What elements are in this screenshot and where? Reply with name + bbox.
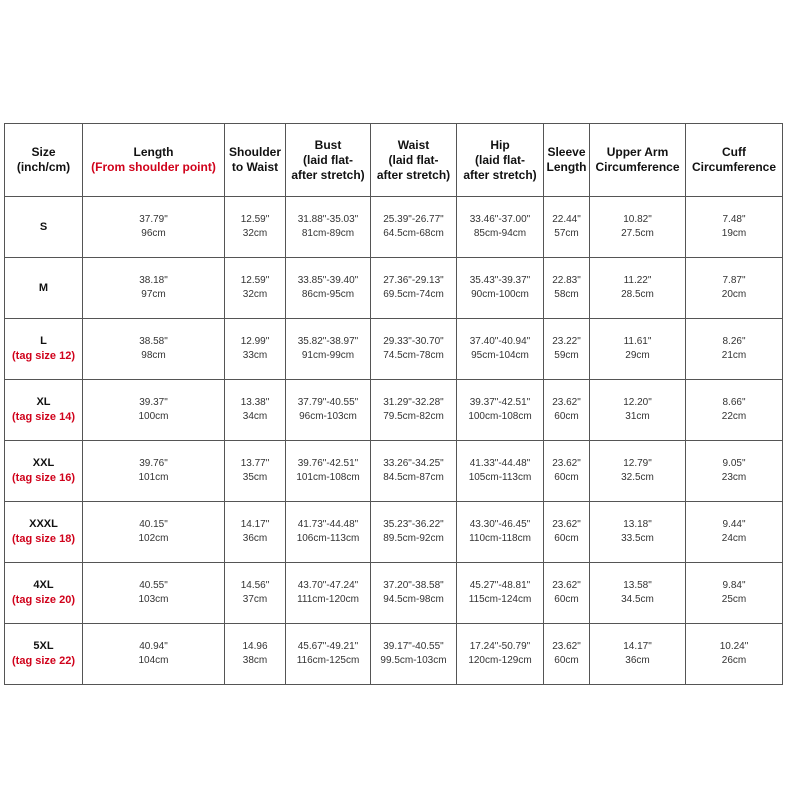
cell-length — [83, 563, 225, 624]
cell-upper-arm — [590, 624, 686, 685]
value-inch: 31.29"-32.28" — [383, 397, 444, 408]
cell-waist — [371, 258, 457, 319]
cell-cuff — [686, 197, 783, 258]
cell-waist — [371, 502, 457, 563]
table-row — [5, 319, 783, 380]
value-cm: 59cm — [554, 350, 579, 361]
value-inch: 22.44" — [552, 214, 581, 225]
value-inch: 10.24" — [719, 641, 749, 652]
value-cm: 111cm-120cm — [297, 594, 359, 605]
cell-upper-arm — [590, 258, 686, 319]
value-inch: 7.87" — [722, 275, 746, 286]
cell-cuff — [686, 380, 783, 441]
size-cell — [5, 624, 83, 685]
value-inch: 45.67"-49.21" — [297, 641, 359, 652]
value-inch: 17.24"-50.79" — [469, 641, 531, 652]
value-cm: 102cm — [138, 533, 169, 544]
value-inch: 22.83" — [552, 275, 581, 286]
value-inch: 38.58" — [139, 336, 168, 347]
value-inch: 40.94" — [139, 641, 168, 652]
value-inch: 29.33"-30.70" — [383, 336, 444, 347]
cell-cuff — [686, 258, 783, 319]
value-inch: 37.40"-40.94" — [469, 336, 531, 347]
value-inch: 13.77" — [240, 458, 270, 469]
value-inch: 7.48" — [722, 214, 746, 225]
header-length: Length (From shoulder point) — [83, 124, 225, 197]
value-inch: 23.22" — [552, 336, 581, 347]
value-cm: 79.5cm-82cm — [383, 411, 444, 422]
value-inch: 39.17"-40.55" — [383, 641, 444, 652]
cell-upper-arm — [590, 441, 686, 502]
cell-sleeve — [544, 197, 590, 258]
value-cm: 85cm-94cm — [473, 228, 527, 239]
value-cm: 24cm — [721, 533, 747, 544]
value-inch: 33.46"-37.00" — [469, 214, 531, 225]
value-inch: 14.17" — [240, 519, 270, 530]
value-inch: 9.84" — [722, 580, 746, 591]
value-cm: 37cm — [242, 594, 268, 605]
value-cm: 60cm — [554, 472, 579, 483]
value-inch: 8.26" — [722, 336, 746, 347]
cell-bust — [286, 319, 371, 380]
size-cell — [5, 502, 83, 563]
value-cm: 98cm — [141, 350, 166, 361]
value-inch: 35.23"-36.22" — [383, 519, 444, 530]
tag-size-label: (tag size 16) — [12, 472, 75, 484]
value-inch: 11.61" — [623, 336, 652, 347]
value-cm: 35cm — [242, 472, 268, 483]
value-inch: 37.79" — [139, 214, 168, 225]
header-waist: Waist (laid flat- after stretch) — [371, 124, 457, 197]
cell-upper-arm — [590, 502, 686, 563]
header-size: Size (inch/cm) — [5, 124, 83, 197]
size-cell — [5, 197, 83, 258]
value-inch: 23.62" — [552, 580, 581, 591]
value-cm: 96cm-103cm — [299, 411, 357, 422]
value-cm: 25cm — [721, 594, 747, 605]
size-chart-table — [4, 123, 783, 685]
value-cm: 101cm — [138, 472, 169, 483]
tag-size-label: (tag size 22) — [12, 655, 75, 667]
cell-length — [83, 197, 225, 258]
table-row — [5, 502, 783, 563]
value-inch: 40.55" — [139, 580, 168, 591]
size-cell — [5, 380, 83, 441]
size-label: XXXL — [29, 518, 58, 530]
value-inch: 39.37"-42.51" — [469, 397, 531, 408]
value-inch: 13.38" — [240, 397, 270, 408]
value-inch: 23.62" — [552, 397, 581, 408]
value-inch: 25.39"-26.77" — [383, 214, 444, 225]
value-cm: 115cm-124cm — [468, 594, 532, 605]
header-hip: Hip (laid flat- after stretch) — [457, 124, 544, 197]
value-inch: 41.73"-44.48" — [297, 519, 359, 530]
cell-hip — [457, 319, 544, 380]
cell-sleeve — [544, 502, 590, 563]
value-cm: 84.5cm-87cm — [383, 472, 444, 483]
value-inch: 8.66" — [722, 397, 746, 408]
cell-length — [83, 624, 225, 685]
cell-length — [83, 441, 225, 502]
cell-cuff — [686, 319, 783, 380]
value-cm: 32cm — [242, 228, 268, 239]
value-inch: 41.33"-44.48" — [469, 458, 531, 469]
cell-shoulder — [225, 197, 286, 258]
table-row — [5, 563, 783, 624]
value-cm: 19cm — [721, 228, 747, 239]
value-inch: 12.99" — [240, 336, 270, 347]
value-inch: 37.20"-38.58" — [383, 580, 444, 591]
size-cell — [5, 441, 83, 502]
header-sleeve-length: Sleeve Length — [544, 124, 590, 197]
value-inch: 11.22" — [623, 275, 652, 286]
value-cm: 97cm — [141, 289, 166, 300]
value-cm: 69.5cm-74cm — [383, 289, 444, 300]
value-cm: 21cm — [721, 350, 747, 361]
value-inch: 33.85"-39.40" — [297, 275, 359, 286]
value-inch: 35.82"-38.97" — [297, 336, 359, 347]
cell-sleeve — [544, 319, 590, 380]
tag-size-label: (tag size 18) — [12, 533, 75, 545]
value-inch: 27.36"-29.13" — [383, 275, 444, 286]
value-cm: 22cm — [721, 411, 747, 422]
cell-hip — [457, 197, 544, 258]
value-inch: 12.59" — [240, 275, 270, 286]
cell-shoulder — [225, 563, 286, 624]
cell-hip — [457, 563, 544, 624]
value-cm: 33.5cm — [621, 533, 654, 544]
value-inch: 12.20" — [623, 397, 652, 408]
value-inch: 9.44" — [722, 519, 746, 530]
value-inch: 9.05" — [722, 458, 746, 469]
value-cm: 81cm-89cm — [301, 228, 355, 239]
value-cm: 31cm — [625, 411, 650, 422]
cell-length — [83, 258, 225, 319]
value-inch: 45.27"-48.81" — [469, 580, 531, 591]
cell-bust — [286, 624, 371, 685]
value-inch: 37.79"-40.55" — [297, 397, 359, 408]
value-cm: 89.5cm-92cm — [383, 533, 444, 544]
value-cm: 60cm — [554, 533, 579, 544]
cell-waist — [371, 441, 457, 502]
cell-sleeve — [544, 624, 590, 685]
value-cm: 95cm-104cm — [471, 350, 529, 361]
value-cm: 100cm-108cm — [468, 411, 532, 422]
value-cm: 34cm — [242, 411, 268, 422]
value-inch: 14.56" — [240, 580, 270, 591]
value-cm: 60cm — [554, 655, 579, 666]
cell-upper-arm — [590, 319, 686, 380]
value-cm: 60cm — [554, 411, 579, 422]
header-shoulder-to-waist: Shoulder to Waist — [225, 124, 286, 197]
table-body — [5, 197, 783, 685]
size-cell — [5, 563, 83, 624]
cell-cuff — [686, 502, 783, 563]
value-cm: 57cm — [554, 228, 579, 239]
value-cm: 58cm — [554, 289, 579, 300]
value-inch: 31.88"-35.03" — [297, 214, 359, 225]
size-label: L — [40, 335, 47, 347]
cell-waist — [371, 380, 457, 441]
value-inch: 13.18" — [623, 519, 652, 530]
value-inch: 39.37" — [139, 397, 168, 408]
tag-size-label: (tag size 20) — [12, 594, 75, 606]
value-cm: 34.5cm — [621, 594, 654, 605]
cell-shoulder — [225, 502, 286, 563]
cell-sleeve — [544, 563, 590, 624]
cell-waist — [371, 563, 457, 624]
size-cell — [5, 258, 83, 319]
cell-sleeve — [544, 441, 590, 502]
cell-shoulder — [225, 380, 286, 441]
cell-shoulder — [225, 258, 286, 319]
value-inch: 35.43"-39.37" — [469, 275, 531, 286]
table-row — [5, 258, 783, 319]
value-inch: 33.26"-34.25" — [383, 458, 444, 469]
value-cm: 116cm-125cm — [296, 655, 360, 666]
cell-length — [83, 319, 225, 380]
cell-cuff — [686, 624, 783, 685]
cell-hip — [457, 502, 544, 563]
table-row — [5, 197, 783, 258]
value-inch: 12.79" — [623, 458, 652, 469]
cell-waist — [371, 197, 457, 258]
cell-bust — [286, 258, 371, 319]
value-inch: 39.76" — [139, 458, 168, 469]
header-upper-arm: Upper Arm Circumference — [590, 124, 686, 197]
cell-cuff — [686, 563, 783, 624]
cell-shoulder — [225, 441, 286, 502]
header-row — [5, 124, 783, 197]
cell-shoulder — [225, 319, 286, 380]
value-cm: 26cm — [721, 655, 747, 666]
cell-hip — [457, 380, 544, 441]
value-cm: 23cm — [721, 472, 747, 483]
value-inch: 14.17" — [623, 641, 652, 652]
value-cm: 64.5cm-68cm — [383, 228, 444, 239]
value-cm: 36cm — [625, 655, 650, 666]
cell-sleeve — [544, 258, 590, 319]
value-cm: 106cm-113cm — [296, 533, 360, 544]
cell-hip — [457, 441, 544, 502]
value-inch: 13.58" — [623, 580, 652, 591]
value-inch: 38.18" — [139, 275, 168, 286]
cell-hip — [457, 624, 544, 685]
value-cm: 94.5cm-98cm — [383, 594, 444, 605]
size-label: M — [38, 281, 49, 294]
value-cm: 33cm — [242, 350, 268, 361]
value-inch: 43.70"-47.24" — [297, 580, 359, 591]
table-row — [5, 441, 783, 502]
cell-waist — [371, 319, 457, 380]
value-cm: 36cm — [242, 533, 268, 544]
cell-sleeve — [544, 380, 590, 441]
header-bust: Bust (laid flat- after stretch) — [286, 124, 371, 197]
header-cuff: Cuff Circumference — [686, 124, 783, 197]
cell-shoulder — [225, 624, 286, 685]
size-label: S — [39, 220, 48, 233]
value-inch: 43.30"-46.45" — [469, 519, 531, 530]
value-cm: 28.5cm — [621, 289, 654, 300]
value-cm: 20cm — [721, 289, 747, 300]
cell-bust — [286, 563, 371, 624]
size-cell — [5, 319, 83, 380]
value-cm: 32cm — [242, 289, 268, 300]
value-cm: 38cm — [242, 655, 268, 666]
value-cm: 120cm-129cm — [468, 655, 532, 666]
table-row — [5, 624, 783, 685]
value-inch: 10.82" — [623, 214, 652, 225]
value-cm: 103cm — [138, 594, 169, 605]
value-cm: 74.5cm-78cm — [383, 350, 444, 361]
value-cm: 27.5cm — [621, 228, 654, 239]
size-label: 5XL — [33, 640, 54, 652]
size-label: 4XL — [33, 579, 54, 591]
value-cm: 99.5cm-103cm — [380, 655, 447, 666]
cell-bust — [286, 502, 371, 563]
value-cm: 60cm — [554, 594, 579, 605]
cell-bust — [286, 441, 371, 502]
value-cm: 29cm — [625, 350, 650, 361]
tag-size-label: (tag size 14) — [12, 411, 75, 423]
value-cm: 32.5cm — [621, 472, 654, 483]
value-inch: 23.62" — [552, 641, 581, 652]
value-cm: 86cm-95cm — [301, 289, 355, 300]
cell-bust — [286, 380, 371, 441]
value-cm: 100cm — [138, 411, 169, 422]
value-cm: 101cm-108cm — [296, 472, 360, 483]
cell-upper-arm — [590, 197, 686, 258]
size-label: XL — [36, 396, 51, 408]
value-inch: 40.15" — [139, 519, 168, 530]
size-label: XXL — [32, 457, 55, 469]
cell-length — [83, 502, 225, 563]
value-inch: 39.76"-42.51" — [297, 458, 359, 469]
cell-length — [83, 380, 225, 441]
cell-hip — [457, 258, 544, 319]
cell-waist — [371, 624, 457, 685]
table-row — [5, 380, 783, 441]
value-cm: 104cm — [138, 655, 169, 666]
cell-bust — [286, 197, 371, 258]
value-cm: 110cm-118cm — [469, 533, 531, 544]
value-cm: 91cm-99cm — [301, 350, 355, 361]
value-inch: 12.59" — [240, 214, 270, 225]
cell-upper-arm — [590, 563, 686, 624]
cell-cuff — [686, 441, 783, 502]
tag-size-label: (tag size 12) — [12, 350, 75, 362]
value-inch: 23.62" — [552, 519, 581, 530]
value-cm: 105cm-113cm — [468, 472, 532, 483]
value-cm: 90cm-100cm — [471, 289, 529, 300]
value-cm: 96cm — [141, 228, 166, 239]
value-inch: 23.62" — [552, 458, 581, 469]
cell-upper-arm — [590, 380, 686, 441]
value-inch: 14.96 — [242, 641, 268, 652]
